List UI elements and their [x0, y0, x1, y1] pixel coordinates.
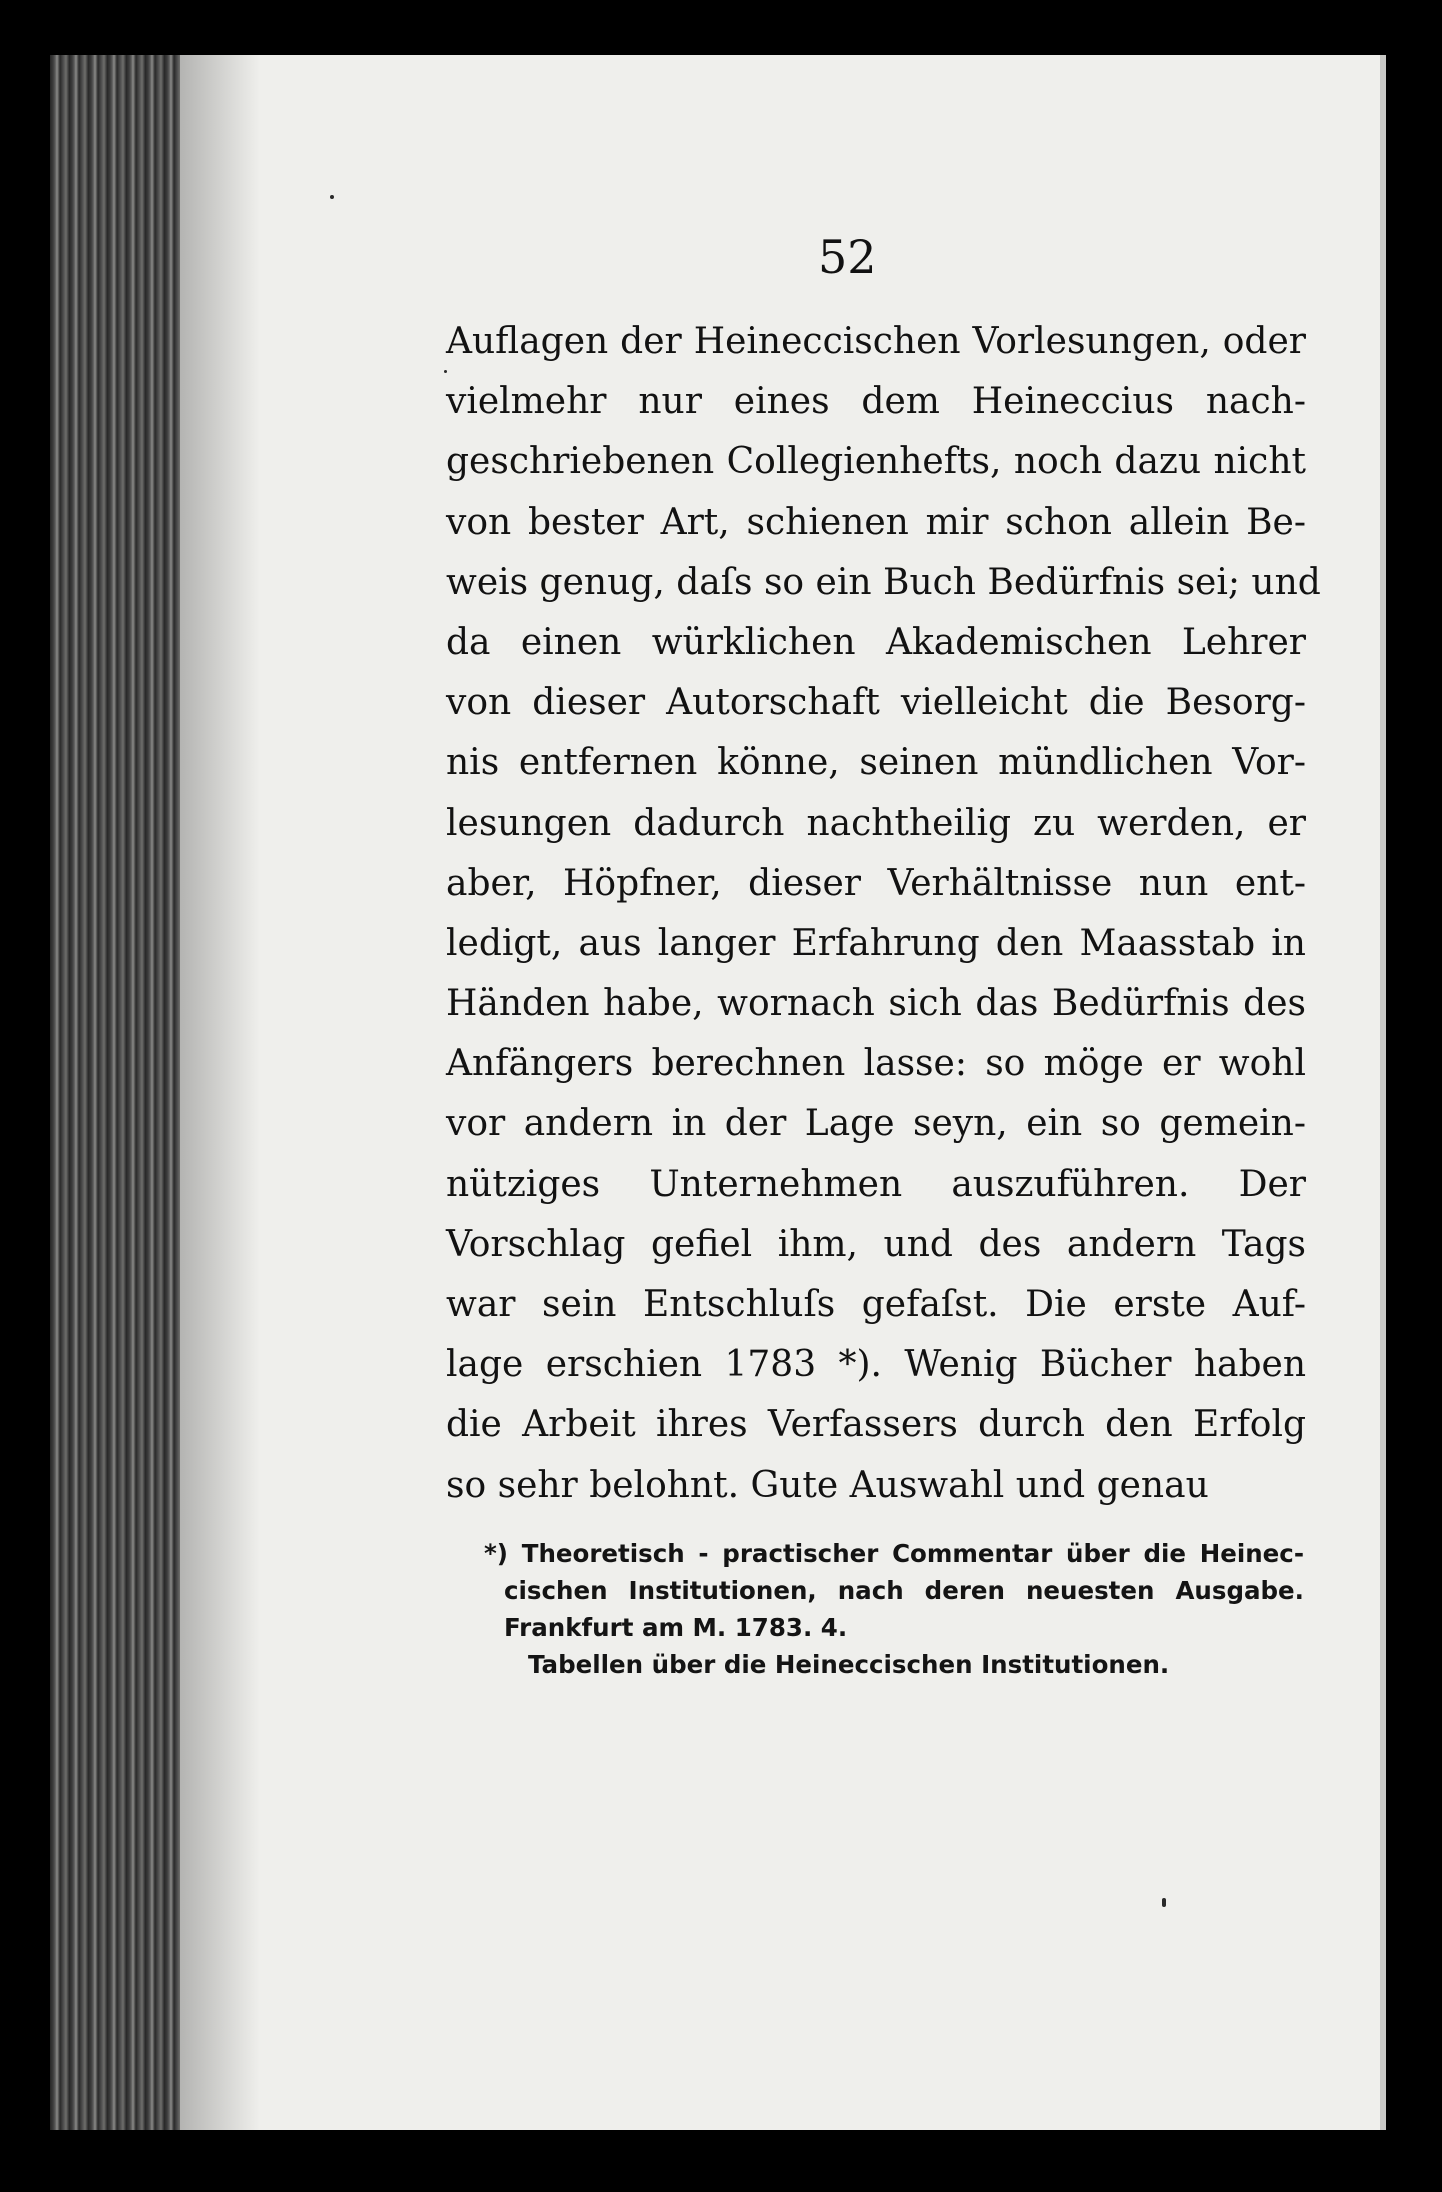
text-line: die Arbeit ihres Verfassers durch den Erfolg [446, 1404, 1306, 1446]
page-right-edge [1380, 55, 1386, 2130]
text-line: Auflagen der Heineccischen Vorlesungen, oder [446, 321, 1306, 362]
ink-speck [1162, 1898, 1166, 1907]
text-line: so sehr belohnt. Gute Auswahl und genau [446, 1464, 1209, 1506]
text-line: da einen würklichen Akademischen Lehrer [446, 621, 1306, 663]
footnote-line: *) Theoretisch - practischer Commentar über die Heinec- [484, 1539, 1304, 1568]
footnote-line: cischen Institutionen, nach deren neuesten Ausgabe. [504, 1576, 1304, 1605]
footnote [484, 1535, 1304, 1683]
text-line: von dieser Autorschaft vielleicht die Besorg- [446, 682, 1306, 724]
footnote-line: Frankfurt am M. 1783. 4. [504, 1613, 848, 1642]
text-line: geschriebenen Collegienhefts, noch dazu nicht [446, 441, 1306, 483]
gutter-shadow [180, 55, 260, 2130]
text-line: lage erschien 1783 *). Wenig Bücher haben [446, 1344, 1306, 1386]
text-line: Anfängers berechnen lasse: so möge er wohl [446, 1043, 1306, 1085]
footnote-line: Tabellen über die Heineccischen Institutionen. [528, 1650, 1170, 1679]
text-line: nis entfernen könne, seinen mündlichen Vor- [446, 742, 1306, 784]
page-stack-edge [50, 55, 180, 2130]
main-text [446, 312, 1321, 1516]
text-line: lesungen dadurch nachtheilig zu werden, er [446, 802, 1306, 844]
page-number: 52 [818, 230, 877, 284]
text-line: weis genug, daſs so ein Buch Bedürfnis sei; und [446, 561, 1321, 603]
ink-speck [330, 195, 334, 199]
text-line: nütziges Unternehmen auszuführen. Der [446, 1163, 1306, 1205]
text-line: vielmehr nur eines dem Heineccius nach- [446, 381, 1306, 423]
text-line: Vorschlag gefiel ihm, und des andern Tags [446, 1223, 1306, 1265]
text-line: war sein Entschluſs gefaſst. Die erste Auf- [446, 1284, 1306, 1325]
text-line: vor andern in der Lage seyn, ein so gemein- [446, 1103, 1306, 1145]
text-line: Händen habe, wornach sich das Bedürfnis des [446, 983, 1306, 1025]
text-line: von bester Art, schienen mir schon allein Be- [446, 501, 1306, 543]
text-line: aber, Höpfner, dieser Verhältnisse nun ent- [446, 862, 1306, 904]
text-line: ledigt, aus langer Erfahrung den Maasstab in [446, 922, 1306, 964]
